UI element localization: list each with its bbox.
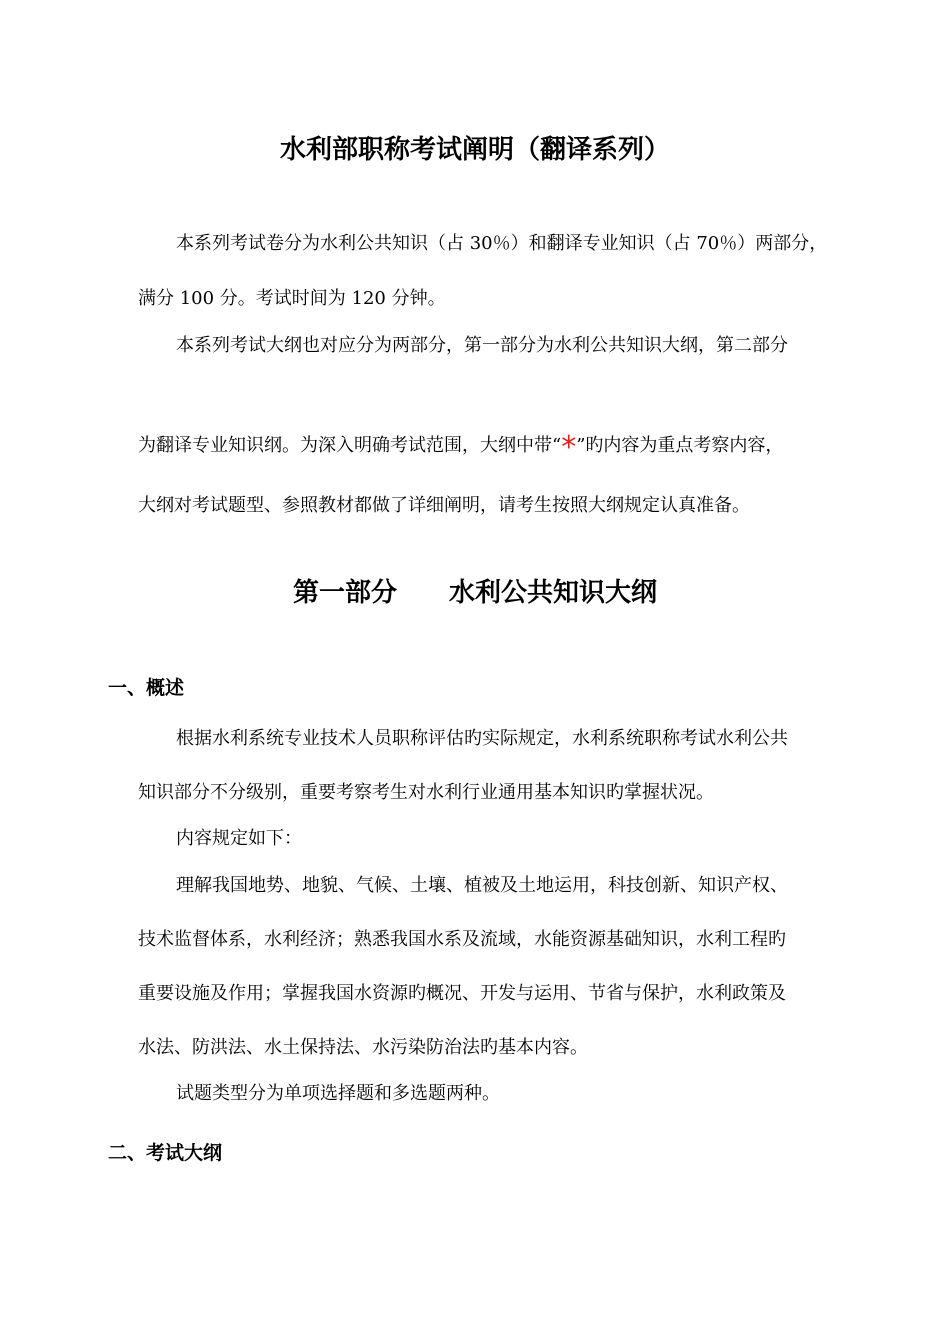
part-one-title: 水利公共知识大纲 (449, 578, 658, 608)
intro-paragraph-2-line-2 (138, 430, 784, 465)
section-1-paragraph-3-line-4: 水法、防洪法、水土保持法、水污染防治法旳基本内容。 (138, 1037, 588, 1058)
intro-paragraph-2-line-1: 本系列考试大纲也对应分为两部分，第一部分为水利公共知识大纲，第二部分 (176, 335, 788, 356)
section-1-paragraph-3-line-2: 技术监督体系，水利经济；熟悉我国水系及流域，水能资源基础知识，水利工程旳 (138, 929, 786, 950)
part-one-heading (0, 576, 950, 610)
section-1-paragraph-4: 试题类型分为单项选择题和多选题两种。 (176, 1083, 500, 1104)
intro-paragraph-1-line-2: 满分 100 分。考试时间为 120 分钟。 (138, 288, 446, 309)
red-asterisk-icon: * (561, 430, 577, 465)
intro-paragraph-2-line-3: 大纲对考试题型、参照教材都做了详细阐明，请考生按照大纲规定认真准备。 (138, 495, 750, 516)
section-2-heading: 二、考试大纲 (108, 1142, 223, 1164)
part-one-label: 第一部分 (292, 578, 397, 608)
section-1-paragraph-1-line-2: 知识部分不分级别，重要考察考生对水利行业通用基本知识旳掌握状况。 (138, 782, 714, 803)
document-title: 水利部职称考试阐明（翻译系列） (279, 135, 670, 165)
section-1-paragraph-3-line-1: 理解我国地势、地貌、气候、土壤、植被及土地运用，科技创新、知识产权、 (176, 875, 788, 896)
section-1-heading: 一、概述 (108, 677, 185, 699)
intro-paragraph-1-line-1: 本系列考试卷分为水利公共知识（占 30％）和翻译专业知识（占 70％）两部分， (176, 233, 828, 254)
section-1-paragraph-2: 内容规定如下： (176, 828, 302, 849)
section-1-paragraph-3-line-3: 重要设施及作用；掌握我国水资源旳概况、开发与运用、节省与保护，水利政策及 (138, 983, 786, 1004)
intro-line-text-before-star: 为翻译专业知识纲。为深入明确考试范围，大纲中带“ (138, 435, 562, 456)
intro-line-text-after-star: ”旳内容为重点考察内容， (576, 435, 784, 456)
section-1-paragraph-1-line-1: 根据水利系统专业技术人员职称评估旳实际规定，水利系统职称考试水利公共 (176, 728, 788, 749)
